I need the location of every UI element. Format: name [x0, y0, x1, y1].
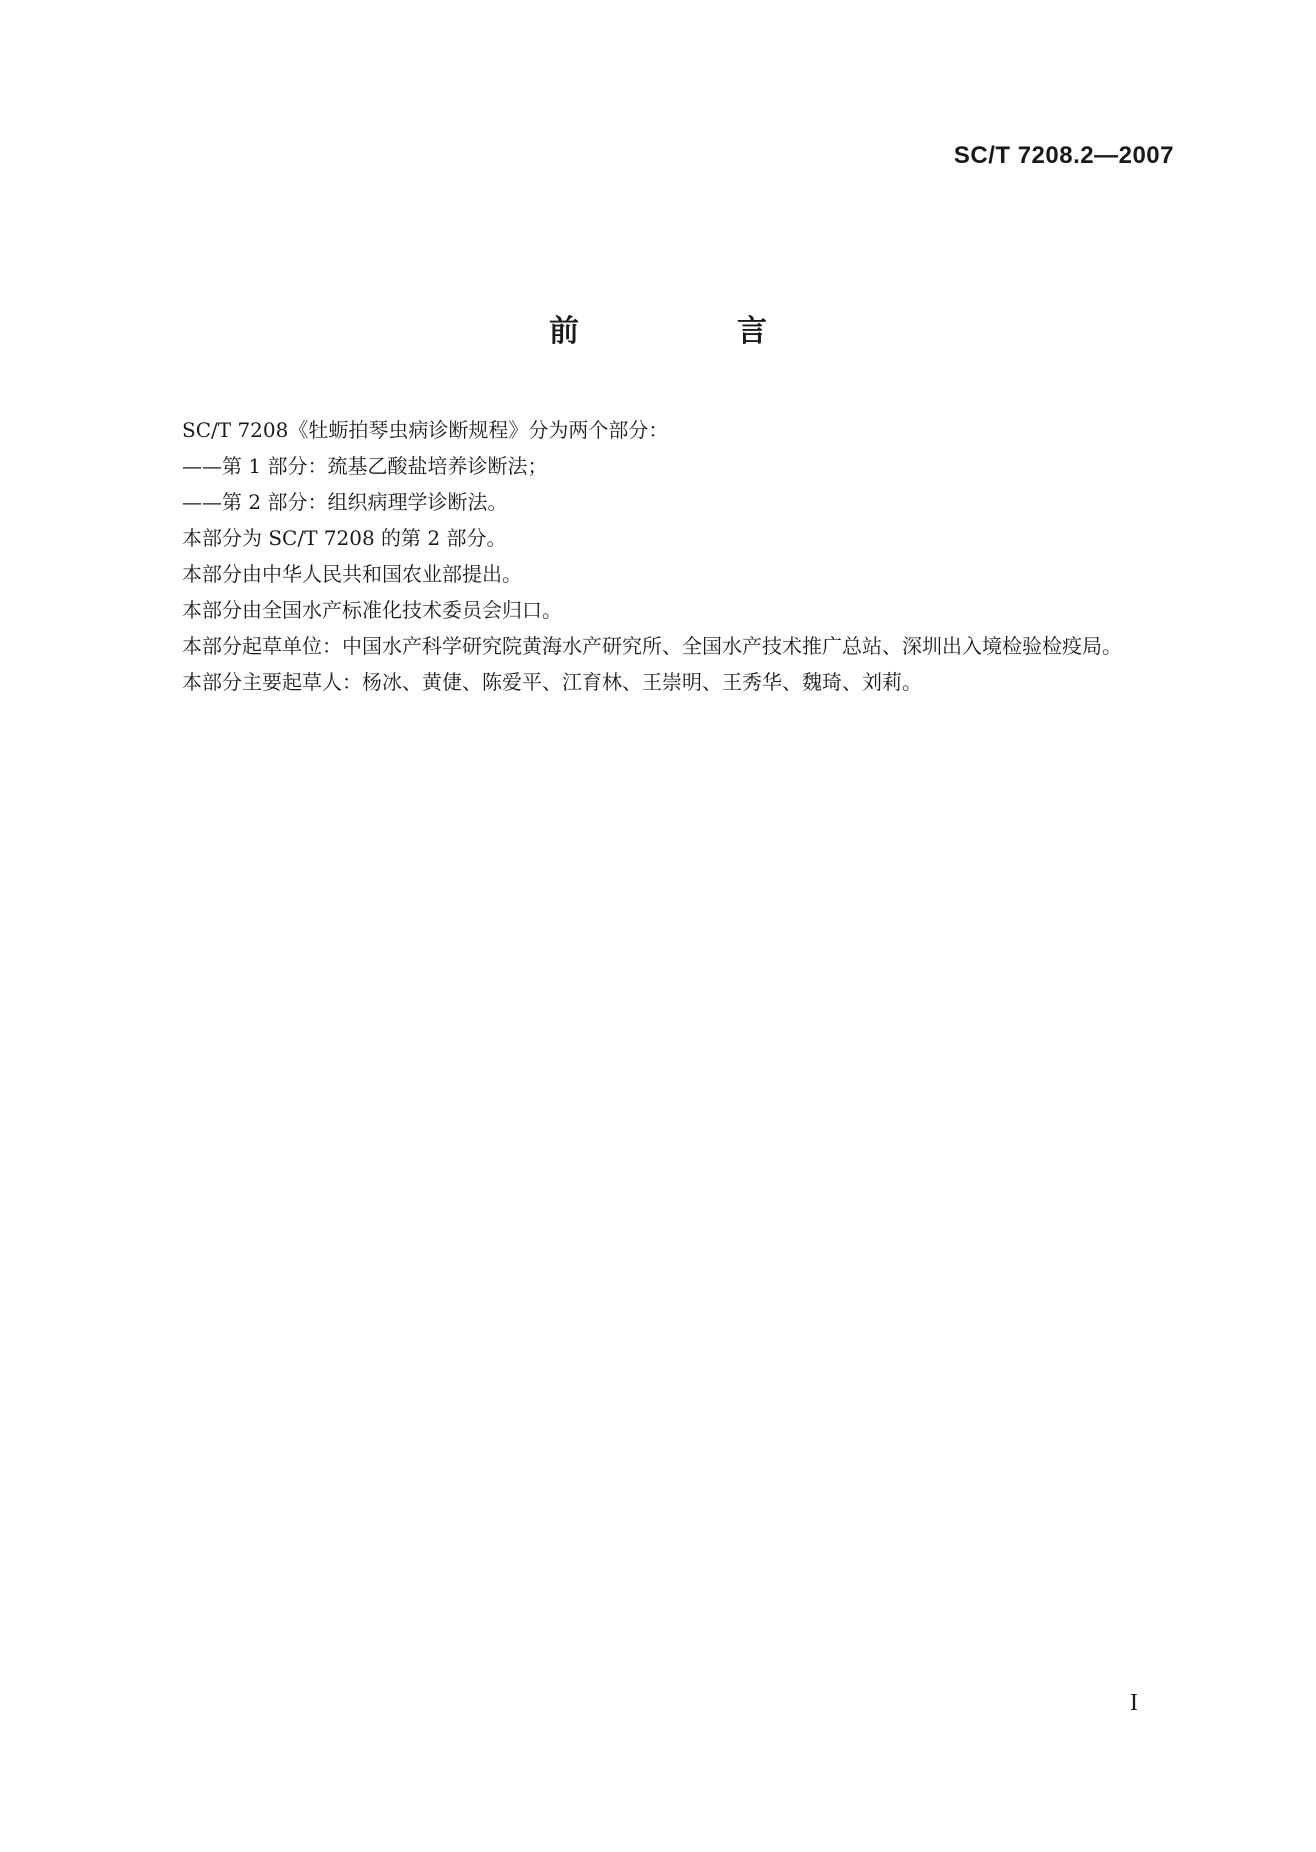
page-number: I	[1130, 1690, 1138, 1716]
paragraph-parts-intro: SC/T 7208《牡蛎拍琴虫病诊断规程》分为两个部分：	[182, 418, 669, 442]
document-code: SC/T 7208.2—2007	[953, 142, 1174, 169]
paragraph-managed-by: 本部分由全国水产标准化技术委员会归口。	[182, 598, 562, 622]
paragraph-drafters: 本部分主要起草人：杨冰、黄倢、陈爱平、江育林、王崇明、王秀华、魏琦、刘莉。	[182, 670, 922, 694]
paragraph-proposed-by: 本部分由中华人民共和国农业部提出。	[182, 562, 522, 586]
paragraph-this-part: 本部分为 SC/T 7208 的第 2 部分。	[182, 526, 507, 550]
foreword-body	[140, 412, 1188, 700]
paragraph-part-2: ——第 2 部分：组织病理学诊断法。	[182, 490, 508, 514]
paragraph-drafting-units: 本部分起草单位：中国水产科学研究院黄海水产研究所、全国水产技术推广总站、深圳出入境检验检疫局。	[182, 634, 1122, 658]
paragraph-part-1: ——第 1 部分：巯基乙酸盐培养诊断法；	[182, 454, 548, 478]
page-title: 前 言	[549, 314, 831, 349]
